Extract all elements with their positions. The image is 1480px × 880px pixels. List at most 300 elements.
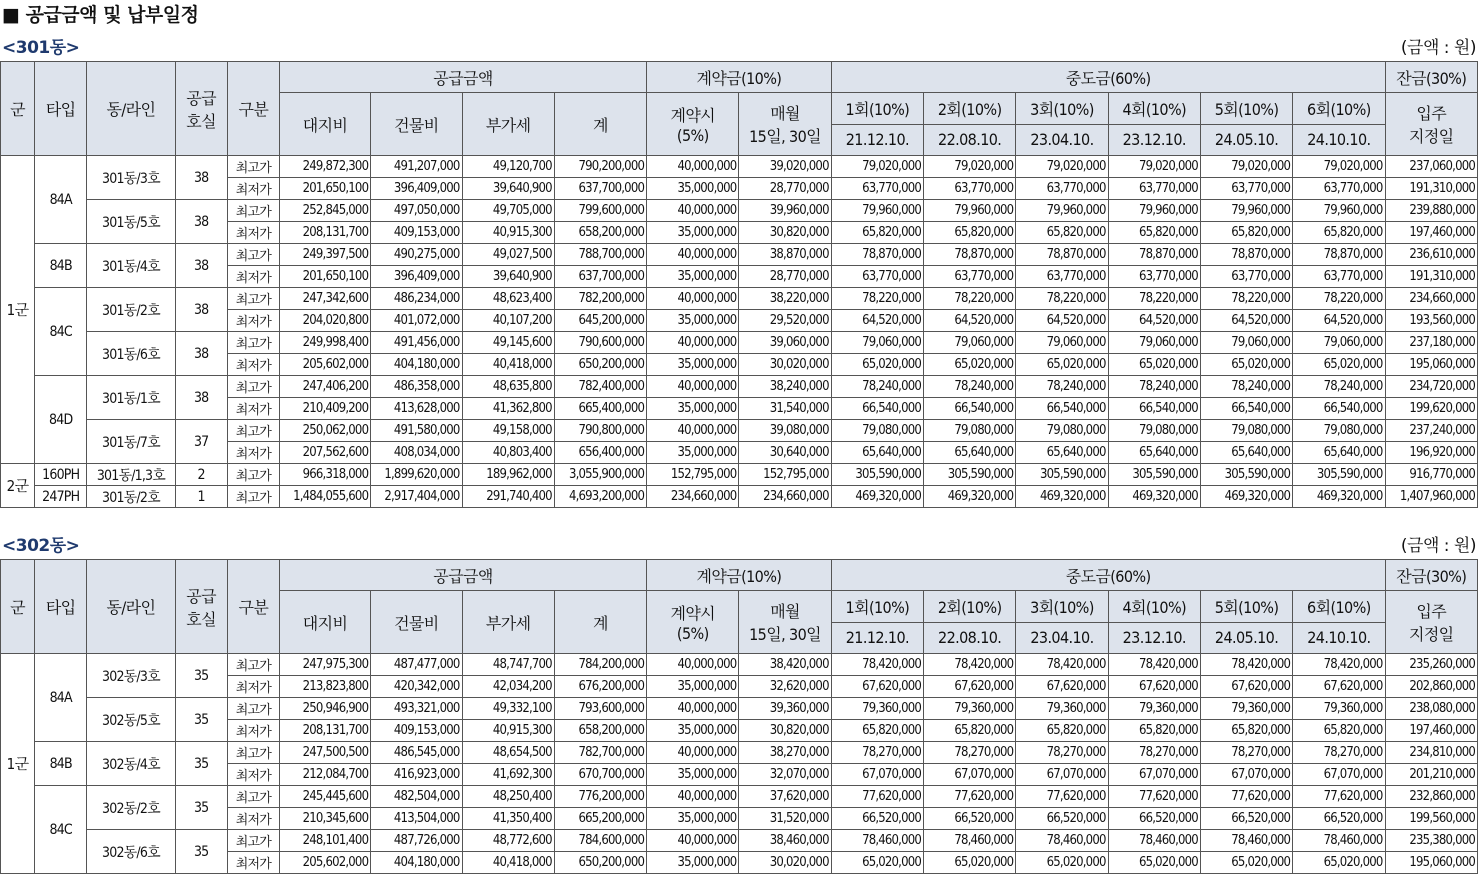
col-header-middle-payment: 중도금(60%) [831, 62, 1385, 93]
dong-line-cell: 301동/4호 [87, 244, 175, 288]
table-row [1, 830, 1478, 852]
amount-cell: 78,420,000 [1200, 654, 1292, 676]
amount-cell: 469,320,000 [1016, 486, 1108, 508]
amount-cell: 79,020,000 [1016, 156, 1108, 178]
amount-cell: 79,360,000 [831, 698, 923, 720]
amount-cell: 77,620,000 [831, 786, 923, 808]
col-header-supply-units-line: 호실 [186, 111, 217, 131]
col-header-installment-3: 3회(10%) [1016, 93, 1108, 125]
col-header-installment-5: 5회(10%) [1200, 591, 1292, 623]
amount-cell: 966,318,000 [279, 464, 370, 486]
amount-cell: 658,200,000 [554, 720, 646, 742]
amount-cell: 35,000,000 [647, 808, 739, 830]
amount-cell: 66,520,000 [924, 808, 1016, 830]
amount-cell: 78,220,000 [1293, 288, 1385, 310]
amount-cell: 78,240,000 [1293, 376, 1385, 398]
amount-cell: 78,420,000 [1108, 654, 1200, 676]
amount-cell: 78,460,000 [1016, 830, 1108, 852]
col-header-group: 군 [1, 62, 35, 156]
category-cell: 최저가 [227, 266, 279, 288]
unit-label-301: (금액 : 원) [1400, 38, 1476, 58]
col-header-move-in [1385, 591, 1477, 654]
amount-cell: 79,960,000 [1293, 200, 1385, 222]
amount-cell: 65,820,000 [1016, 720, 1108, 742]
amount-cell: 65,020,000 [1200, 354, 1292, 376]
amount-cell: 78,420,000 [1293, 654, 1385, 676]
amount-cell: 77,620,000 [1200, 786, 1292, 808]
amount-cell: 396,409,000 [371, 266, 462, 288]
col-header-supply-units [175, 62, 227, 156]
amount-cell: 916,770,000 [1385, 464, 1477, 486]
amount-cell: 78,870,000 [1108, 244, 1200, 266]
amount-cell: 204,020,800 [279, 310, 370, 332]
amount-cell: 234,720,000 [1385, 376, 1477, 398]
amount-cell: 79,060,000 [1293, 332, 1385, 354]
category-cell: 최저가 [227, 178, 279, 200]
amount-cell: 469,320,000 [1293, 486, 1385, 508]
col-header-installment-3: 3회(10%) [1016, 591, 1108, 623]
supply-units-cell: 35 [175, 742, 227, 786]
col-header-balance: 잔금(30%) [1385, 560, 1477, 591]
building-label-302: <302동> [2, 536, 80, 556]
amount-cell: 249,998,400 [279, 332, 370, 354]
amount-cell: 65,820,000 [831, 222, 923, 244]
amount-cell: 64,520,000 [831, 310, 923, 332]
amount-cell: 40,418,000 [462, 354, 554, 376]
dong-line-cell: 301동/3호 [87, 156, 175, 200]
amount-cell: 49,027,500 [462, 244, 554, 266]
amount-cell: 49,705,000 [462, 200, 554, 222]
supply-units-cell: 37 [175, 420, 227, 464]
amount-cell: 37,620,000 [739, 786, 831, 808]
amount-cell: 193,560,000 [1385, 310, 1477, 332]
category-cell: 최저가 [227, 442, 279, 464]
amount-cell: 35,000,000 [647, 764, 739, 786]
amount-cell: 670,700,000 [554, 764, 646, 786]
amount-cell: 78,270,000 [1016, 742, 1108, 764]
col-header-monthly [739, 591, 831, 654]
category-cell: 최저가 [227, 398, 279, 420]
amount-cell: 65,820,000 [1108, 720, 1200, 742]
supply-units-cell: 38 [175, 288, 227, 332]
col-header-building: 건물비 [371, 93, 462, 156]
amount-cell: 64,520,000 [1293, 310, 1385, 332]
amount-cell: 245,445,600 [279, 786, 370, 808]
amount-cell: 78,220,000 [924, 288, 1016, 310]
table-row [1, 486, 1478, 508]
category-cell: 최고가 [227, 200, 279, 222]
category-cell: 최저가 [227, 852, 279, 874]
amount-cell: 32,620,000 [739, 676, 831, 698]
supply-units-cell: 2 [175, 464, 227, 486]
amount-cell: 66,540,000 [924, 398, 1016, 420]
category-cell: 최저가 [227, 222, 279, 244]
amount-cell: 202,860,000 [1385, 676, 1477, 698]
amount-cell: 78,870,000 [1293, 244, 1385, 266]
amount-cell: 196,920,000 [1385, 442, 1477, 464]
supply-units-cell: 38 [175, 200, 227, 244]
col-header-installment-5: 5회(10%) [1200, 93, 1292, 125]
amount-cell: 49,158,000 [462, 420, 554, 442]
amount-cell: 64,520,000 [1108, 310, 1200, 332]
category-cell: 최고가 [227, 742, 279, 764]
col-header-move-in-line: 입주 [1416, 104, 1447, 123]
amount-cell: 469,320,000 [831, 486, 923, 508]
amount-cell: 396,409,000 [371, 178, 462, 200]
amount-cell: 67,620,000 [1200, 676, 1292, 698]
col-header-installment-6: 6회(10%) [1293, 591, 1385, 623]
amount-cell: 79,960,000 [1108, 200, 1200, 222]
amount-cell: 782,700,000 [554, 742, 646, 764]
amount-cell: 65,640,000 [1108, 442, 1200, 464]
amount-cell: 66,520,000 [831, 808, 923, 830]
amount-cell: 65,020,000 [1108, 354, 1200, 376]
type-cell: 84D [35, 376, 87, 464]
amount-cell: 212,084,700 [279, 764, 370, 786]
category-cell: 최저가 [227, 764, 279, 786]
amount-cell: 201,650,100 [279, 266, 370, 288]
col-header-move-in-line: 입주 [1416, 602, 1447, 621]
amount-cell: 65,020,000 [924, 354, 1016, 376]
dong-line-cell: 302동/4호 [87, 742, 175, 786]
col-header-at-contract [647, 591, 739, 654]
amount-cell: 65,820,000 [1200, 222, 1292, 244]
amount-cell: 199,560,000 [1385, 808, 1477, 830]
amount-cell: 35,000,000 [647, 720, 739, 742]
amount-cell: 78,460,000 [1200, 830, 1292, 852]
amount-cell: 247,500,500 [279, 742, 370, 764]
amount-cell: 78,460,000 [831, 830, 923, 852]
col-header-supply-amount: 공급금액 [279, 560, 646, 591]
col-header-installment-2: 2회(10%) [924, 591, 1016, 623]
amount-cell: 40,000,000 [647, 420, 739, 442]
amount-cell: 41,350,400 [462, 808, 554, 830]
amount-cell: 63,770,000 [1016, 178, 1108, 200]
amount-cell: 482,504,000 [371, 786, 462, 808]
amount-cell: 67,070,000 [1200, 764, 1292, 786]
col-header-installment-6: 6회(10%) [1293, 93, 1385, 125]
amount-cell: 79,020,000 [831, 156, 923, 178]
amount-cell: 413,504,000 [371, 808, 462, 830]
col-header-installment-2: 2회(10%) [924, 93, 1016, 125]
amount-cell: 39,360,000 [739, 698, 831, 720]
col-header-installment-date-5: 24.05.10. [1200, 124, 1292, 156]
amount-cell: 784,200,000 [554, 654, 646, 676]
amount-cell: 78,270,000 [1108, 742, 1200, 764]
amount-cell: 41,362,800 [462, 398, 554, 420]
amount-cell: 65,020,000 [831, 354, 923, 376]
col-header-move-in-line: 지정일 [1408, 625, 1454, 644]
amount-cell: 247,406,200 [279, 376, 370, 398]
category-cell: 최고가 [227, 786, 279, 808]
amount-cell: 79,080,000 [924, 420, 1016, 442]
amount-cell: 199,620,000 [1385, 398, 1477, 420]
amount-cell: 236,610,000 [1385, 244, 1477, 266]
col-header-vat: 부가세 [462, 591, 554, 654]
amount-cell: 66,520,000 [1293, 808, 1385, 830]
amount-cell: 658,200,000 [554, 222, 646, 244]
price-table-0 [0, 61, 1478, 508]
amount-cell: 65,020,000 [1016, 852, 1108, 874]
amount-cell: 39,640,900 [462, 178, 554, 200]
table-row [1, 742, 1478, 764]
col-header-installment-date-2: 22.08.10. [924, 622, 1016, 654]
table-row [1, 376, 1478, 398]
amount-cell: 201,210,000 [1385, 764, 1477, 786]
amount-cell: 67,070,000 [1016, 764, 1108, 786]
amount-cell: 197,460,000 [1385, 222, 1477, 244]
amount-cell: 77,620,000 [1293, 786, 1385, 808]
amount-cell: 637,700,000 [554, 178, 646, 200]
amount-cell: 486,358,000 [371, 376, 462, 398]
category-cell: 최저가 [227, 676, 279, 698]
amount-cell: 40,000,000 [647, 742, 739, 764]
amount-cell: 416,923,000 [371, 764, 462, 786]
category-cell: 최고가 [227, 376, 279, 398]
col-header-installment-4: 4회(10%) [1108, 93, 1200, 125]
group-cell: 2군 [1, 464, 35, 508]
amount-cell: 65,820,000 [1016, 222, 1108, 244]
amount-cell: 63,770,000 [924, 178, 1016, 200]
amount-cell: 1,484,055,600 [279, 486, 370, 508]
type-cell: 84C [35, 288, 87, 376]
type-cell: 160PH [35, 464, 87, 486]
amount-cell: 665,200,000 [554, 808, 646, 830]
amount-cell: 67,620,000 [831, 676, 923, 698]
amount-cell: 650,200,000 [554, 354, 646, 376]
amount-cell: 31,520,000 [739, 808, 831, 830]
dong-line-cell: 301동/2호 [87, 288, 175, 332]
amount-cell: 469,320,000 [1108, 486, 1200, 508]
amount-cell: 788,700,000 [554, 244, 646, 266]
amount-cell: 201,650,100 [279, 178, 370, 200]
amount-cell: 35,000,000 [647, 310, 739, 332]
amount-cell: 78,420,000 [924, 654, 1016, 676]
amount-cell: 35,000,000 [647, 178, 739, 200]
category-cell: 최고가 [227, 464, 279, 486]
supply-units-cell: 38 [175, 376, 227, 420]
amount-cell: 79,080,000 [1200, 420, 1292, 442]
col-header-type: 타입 [35, 560, 87, 654]
amount-cell: 40,915,300 [462, 720, 554, 742]
amount-cell: 48,250,400 [462, 786, 554, 808]
amount-cell: 401,072,000 [371, 310, 462, 332]
table-row [1, 464, 1478, 486]
col-header-deposit: 계약금(10%) [647, 62, 832, 93]
group-cell: 1군 [1, 156, 35, 464]
amount-cell: 65,820,000 [1108, 222, 1200, 244]
amount-cell: 40,418,000 [462, 852, 554, 874]
amount-cell: 79,960,000 [831, 200, 923, 222]
amount-cell: 79,020,000 [924, 156, 1016, 178]
amount-cell: 195,060,000 [1385, 354, 1477, 376]
col-header-supply-units [175, 560, 227, 654]
category-cell: 최고가 [227, 420, 279, 442]
amount-cell: 782,400,000 [554, 376, 646, 398]
amount-cell: 67,070,000 [1108, 764, 1200, 786]
amount-cell: 66,540,000 [1108, 398, 1200, 420]
amount-cell: 205,602,000 [279, 354, 370, 376]
amount-cell: 35,000,000 [647, 266, 739, 288]
amount-cell: 63,770,000 [1200, 266, 1292, 288]
amount-cell: 65,820,000 [1293, 222, 1385, 244]
col-header-monthly-line: 15일, 30일 [749, 127, 821, 146]
amount-cell: 79,960,000 [924, 200, 1016, 222]
col-header-installment-date-4: 23.12.10. [1108, 622, 1200, 654]
amount-cell: 78,220,000 [831, 288, 923, 310]
amount-cell: 40,000,000 [647, 376, 739, 398]
amount-cell: 79,360,000 [1016, 698, 1108, 720]
amount-cell: 497,050,000 [371, 200, 462, 222]
col-header-group: 군 [1, 560, 35, 654]
amount-cell: 4,693,200,000 [554, 486, 646, 508]
amount-cell: 404,180,000 [371, 354, 462, 376]
amount-cell: 250,062,000 [279, 420, 370, 442]
col-header-middle-payment: 중도금(60%) [831, 560, 1385, 591]
amount-cell: 232,860,000 [1385, 786, 1477, 808]
col-header-installment-date-4: 23.12.10. [1108, 124, 1200, 156]
amount-cell: 469,320,000 [1200, 486, 1292, 508]
col-header-installment-date-6: 24.10.10. [1293, 622, 1385, 654]
amount-cell: 790,600,000 [554, 332, 646, 354]
col-header-move-in-line: 지정일 [1408, 127, 1454, 146]
amount-cell: 65,020,000 [1293, 354, 1385, 376]
table-row [1, 786, 1478, 808]
amount-cell: 40,915,300 [462, 222, 554, 244]
amount-cell: 40,000,000 [647, 698, 739, 720]
amount-cell: 63,770,000 [1200, 178, 1292, 200]
amount-cell: 40,107,200 [462, 310, 554, 332]
amount-cell: 38,220,000 [739, 288, 831, 310]
price-table-1 [0, 559, 1478, 874]
amount-cell: 65,820,000 [924, 222, 1016, 244]
dong-line-cell: 301동/1,3호 [87, 464, 175, 486]
amount-cell: 63,770,000 [924, 266, 1016, 288]
col-header-at-contract-line: 계약시 [670, 106, 716, 125]
amount-cell: 799,600,000 [554, 200, 646, 222]
category-cell: 최고가 [227, 654, 279, 676]
amount-cell: 3,055,900,000 [554, 464, 646, 486]
col-header-at-contract-line: 계약시 [670, 604, 716, 623]
amount-cell: 79,060,000 [1016, 332, 1108, 354]
amount-cell: 30,020,000 [739, 852, 831, 874]
amount-cell: 66,540,000 [1200, 398, 1292, 420]
category-cell: 최고가 [227, 332, 279, 354]
amount-cell: 64,520,000 [1200, 310, 1292, 332]
amount-cell: 38,240,000 [739, 376, 831, 398]
amount-cell: 78,870,000 [1016, 244, 1108, 266]
amount-cell: 210,345,600 [279, 808, 370, 830]
amount-cell: 78,240,000 [831, 376, 923, 398]
amount-cell: 491,580,000 [371, 420, 462, 442]
amount-cell: 247,975,300 [279, 654, 370, 676]
amount-cell: 195,060,000 [1385, 852, 1477, 874]
amount-cell: 205,602,000 [279, 852, 370, 874]
building-label-301: <301동> [2, 38, 80, 58]
amount-cell: 35,000,000 [647, 852, 739, 874]
col-header-at-contract [647, 93, 739, 156]
col-header-installment-date-1: 21.12.10. [831, 124, 923, 156]
amount-cell: 78,240,000 [1200, 376, 1292, 398]
amount-cell: 65,820,000 [924, 720, 1016, 742]
col-header-monthly-line: 매월 [770, 104, 800, 123]
amount-cell: 66,540,000 [831, 398, 923, 420]
page-title: ■ 공급금액 및 납부일정 [2, 4, 199, 26]
amount-cell: 784,600,000 [554, 830, 646, 852]
amount-cell: 237,180,000 [1385, 332, 1477, 354]
amount-cell: 408,034,000 [371, 442, 462, 464]
table-row [1, 156, 1478, 178]
amount-cell: 782,200,000 [554, 288, 646, 310]
col-header-vat: 부가세 [462, 93, 554, 156]
amount-cell: 152,795,000 [739, 464, 831, 486]
amount-cell: 40,000,000 [647, 288, 739, 310]
category-cell: 최고가 [227, 830, 279, 852]
col-header-supply-units-line: 호실 [186, 609, 217, 629]
amount-cell: 790,800,000 [554, 420, 646, 442]
amount-cell: 207,562,600 [279, 442, 370, 464]
amount-cell: 39,640,900 [462, 266, 554, 288]
amount-cell: 30,020,000 [739, 354, 831, 376]
amount-cell: 637,700,000 [554, 266, 646, 288]
table-row [1, 654, 1478, 676]
amount-cell: 78,220,000 [1016, 288, 1108, 310]
amount-cell: 40,000,000 [647, 830, 739, 852]
amount-cell: 78,220,000 [1108, 288, 1200, 310]
dong-line-cell: 301동/2호 [87, 486, 175, 508]
amount-cell: 238,080,000 [1385, 698, 1477, 720]
amount-cell: 63,770,000 [1293, 178, 1385, 200]
amount-cell: 48,747,700 [462, 654, 554, 676]
amount-cell: 49,332,100 [462, 698, 554, 720]
category-cell: 최고가 [227, 698, 279, 720]
amount-cell: 291,740,400 [462, 486, 554, 508]
amount-cell: 413,628,000 [371, 398, 462, 420]
amount-cell: 65,020,000 [1016, 354, 1108, 376]
amount-cell: 40,000,000 [647, 654, 739, 676]
table-row [1, 244, 1478, 266]
amount-cell: 665,400,000 [554, 398, 646, 420]
col-header-at-contract-line: (5%) [676, 624, 709, 643]
table-row [1, 200, 1478, 222]
amount-cell: 650,200,000 [554, 852, 646, 874]
amount-cell: 1,899,620,000 [371, 464, 462, 486]
amount-cell: 66,520,000 [1016, 808, 1108, 830]
amount-cell: 63,770,000 [831, 266, 923, 288]
amount-cell: 67,620,000 [924, 676, 1016, 698]
amount-cell: 35,000,000 [647, 354, 739, 376]
type-cell: 84B [35, 244, 87, 288]
amount-cell: 486,545,000 [371, 742, 462, 764]
col-header-installment-date-3: 23.04.10. [1016, 124, 1108, 156]
type-cell: 84C [35, 786, 87, 874]
amount-cell: 252,845,000 [279, 200, 370, 222]
amount-cell: 38,870,000 [739, 244, 831, 266]
amount-cell: 469,320,000 [924, 486, 1016, 508]
amount-cell: 78,420,000 [831, 654, 923, 676]
amount-cell: 79,060,000 [1108, 332, 1200, 354]
amount-cell: 65,020,000 [924, 852, 1016, 874]
unit-label-302: (금액 : 원) [1400, 536, 1476, 556]
amount-cell: 676,200,000 [554, 676, 646, 698]
amount-cell: 67,070,000 [924, 764, 1016, 786]
amount-cell: 49,145,600 [462, 332, 554, 354]
amount-cell: 79,060,000 [831, 332, 923, 354]
col-header-installment-date-5: 24.05.10. [1200, 622, 1292, 654]
amount-cell: 65,020,000 [1108, 852, 1200, 874]
col-header-total: 계 [554, 591, 646, 654]
amount-cell: 78,870,000 [831, 244, 923, 266]
